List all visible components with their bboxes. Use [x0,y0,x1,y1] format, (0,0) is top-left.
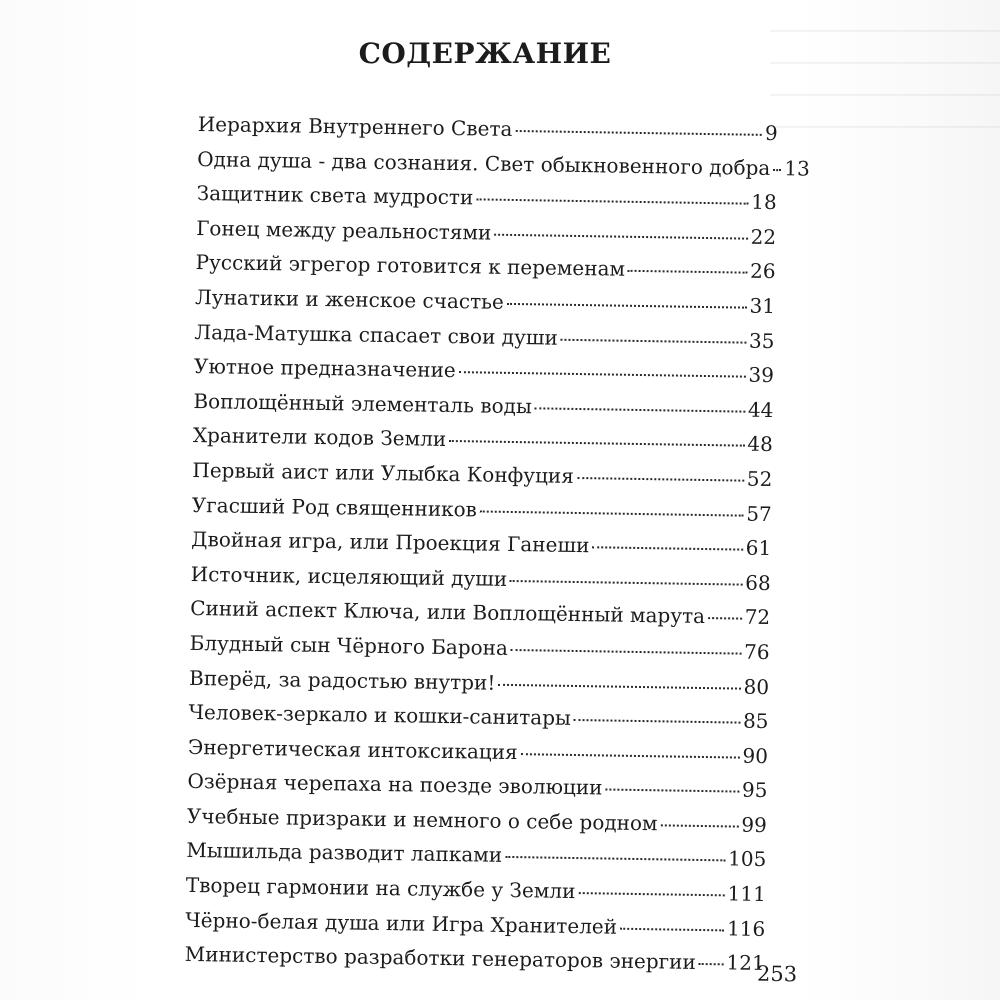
toc-entry-page: 72 [744,604,771,630]
toc-entry-title: Одна душа - два сознания. Свет обыкновенного добра [197,146,771,180]
toc-entry-title: Блудный сын Чёрного Барона [189,630,509,660]
page-title: СОДЕРЖАНИЕ [358,36,612,70]
dot-leader [507,303,747,309]
toc-entry-page: 13 [784,155,810,181]
toc-entry-page: 18 [751,189,777,215]
dot-leader [577,477,744,482]
dot-leader [708,617,742,620]
dot-leader [574,719,740,724]
toc-entry-page: 85 [742,708,769,734]
toc-entry-page: 95 [741,777,768,803]
toc-entry-page: 121 [726,950,765,976]
toc-entry-page: 111 [727,881,766,907]
toc-entry-title: Русский эгрегор готовится к переменам [195,250,626,282]
dot-leader [505,856,725,861]
dot-leader [661,824,739,827]
toc-entry-title: Гонец между реальностями [195,215,492,245]
toc-entry-page: 22 [750,224,777,249]
toc-entry-title: Синий аспект Ключа, или Воплощённый марута [190,596,706,629]
toc-entry-title: Мышильда разводит лапками [186,838,503,868]
toc-entry-title: Воплощённый элементаль воды [193,388,533,419]
dot-leader [628,270,747,274]
toc-entry-title: Человек-зеркало и кошки-санитары [188,700,572,731]
toc-entry-page: 52 [746,466,773,492]
dot-leader [498,683,740,689]
toc-entry-page: 39 [748,362,775,388]
dot-leader [521,753,740,758]
toc-entry-page: 35 [748,328,775,353]
dot-leader [773,169,781,171]
dot-leader [476,199,748,205]
toc-entry-title: Лада-Матушка спасает свои души [194,319,558,350]
toc-entry-title: Хранители кодов Земли [192,423,447,452]
dot-leader [578,892,724,896]
toc-entry-page: 80 [743,674,770,699]
toc-entry-title: Угасший Род священников [191,492,478,521]
toc-entry-page: 31 [749,293,776,319]
toc-entry-page: 90 [742,743,769,768]
toc-entry-page: 9 [764,120,778,146]
toc-entry-page: 26 [749,259,776,284]
toc-entry-page: 76 [743,639,770,664]
toc-entry-page: 116 [726,916,766,941]
toc-entry-title: Министерство разработки генераторов энергии [184,942,696,975]
dot-leader [480,510,743,516]
toc-entry-page: 68 [745,570,771,595]
toc-entry-title: Творец гармонии на службе у Земли [185,872,576,904]
toc-entry-title: Чёрно-белая душа или Игра Хранителей [185,907,618,939]
dot-leader [449,440,744,447]
toc-entry-title: Двойная игра, или Проекция Ганеши [191,527,590,558]
dot-leader [494,233,747,239]
toc-entry-page: 99 [741,812,768,837]
page-number: 253 [756,961,798,987]
toc-entry-page: 61 [745,535,772,561]
toc-entry-title: Уютное предназначение [193,354,456,383]
toc-entry-page: 44 [747,397,774,422]
table-of-contents [184,112,810,986]
toc-entry-page: 105 [727,846,767,872]
dot-leader [605,789,738,793]
toc-entry-title: Первый аист или Улыбка Конфуция [192,457,575,488]
toc-entry-title: Учебные призраки и немного о себе родном [186,803,658,836]
dot-leader [459,371,746,378]
toc-entry-page: 48 [747,432,774,457]
toc-entry-page: 57 [746,501,772,526]
dot-leader [561,338,746,343]
toc-entry-title: Озёрная черепаха на поезде эволюции [187,769,603,800]
toc-entry-title: Источник, исцеляющий души [190,561,508,591]
toc-entry-title: Защитник света мудрости [196,181,474,210]
dot-leader [535,407,745,412]
toc-entry-title: Лунатики и женское счастье [194,284,505,314]
dot-leader [699,963,724,965]
dot-leader [592,546,742,550]
dot-leader [620,927,724,931]
toc-entry-title: Вперёд, за радостью внутри! [188,665,496,695]
dot-leader [510,580,742,586]
dot-leader [515,130,762,136]
dot-leader [511,649,741,655]
toc-entry-title: Иерархия Внутреннего Света [197,112,513,141]
toc-entry-title: Энергетическая интоксикация [187,734,518,764]
